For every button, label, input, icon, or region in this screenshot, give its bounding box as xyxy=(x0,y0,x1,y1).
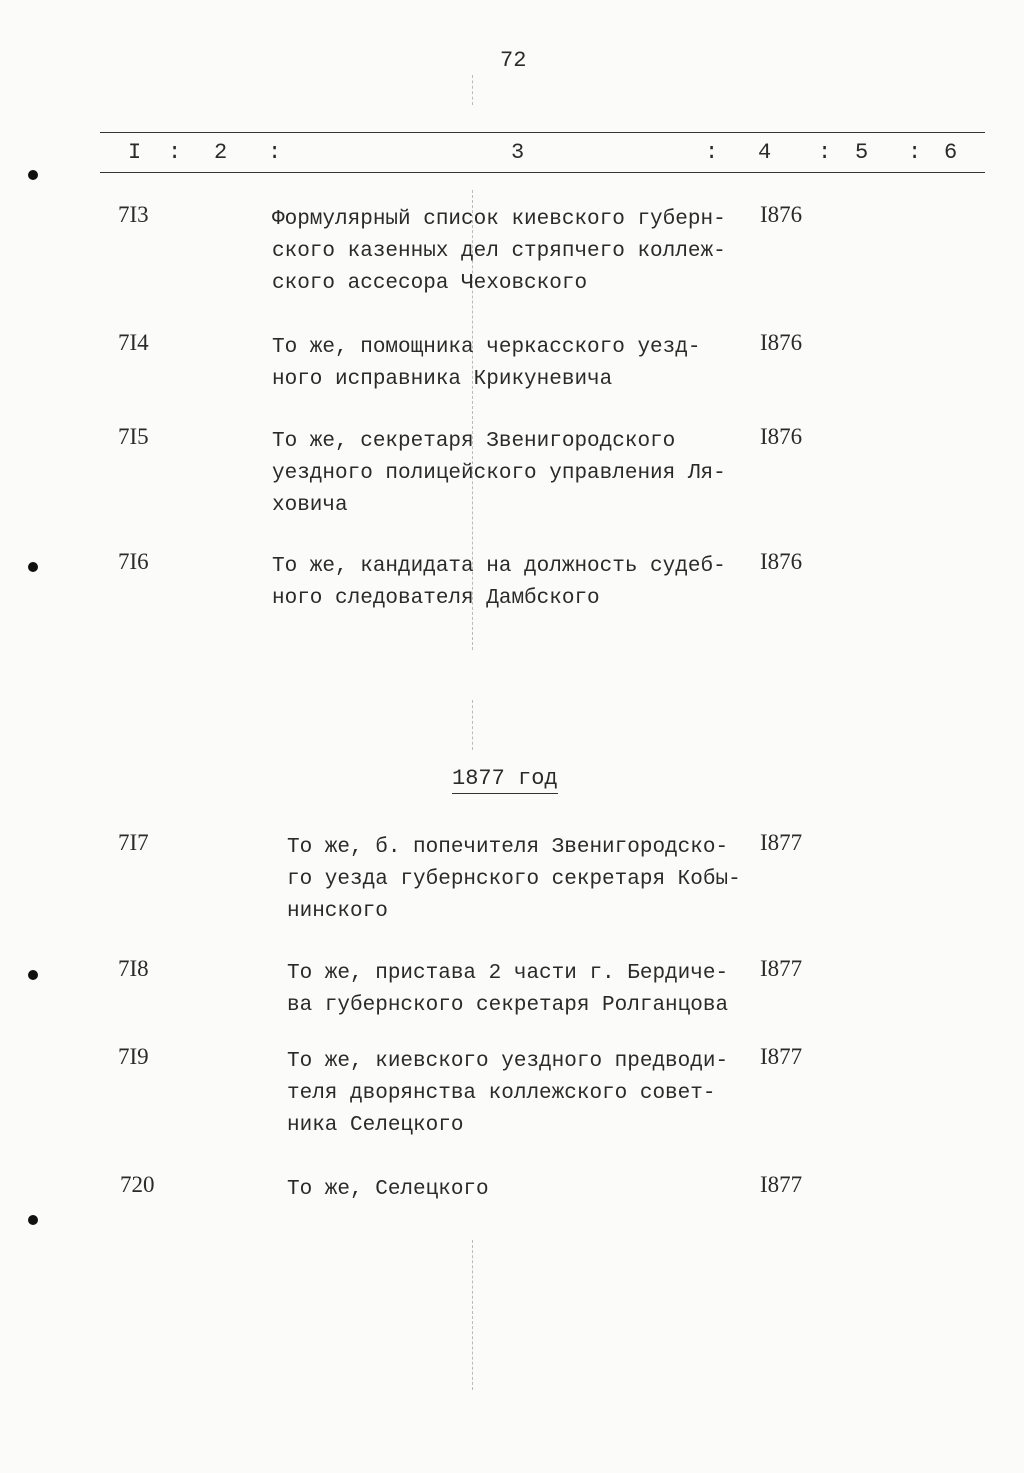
description-line: нинского xyxy=(287,900,388,923)
entry-number: 720 xyxy=(120,1172,155,1197)
description-line: То же, б. попечителя Звенигородско- xyxy=(287,836,729,859)
page-number: 72 xyxy=(500,48,527,73)
section-title-text: 1877 год xyxy=(452,766,558,794)
entry-year: I877 xyxy=(760,830,803,855)
fold-mark xyxy=(472,700,473,750)
entry-year: I876 xyxy=(760,549,803,574)
entry-description xyxy=(272,551,726,615)
punch-hole xyxy=(28,562,38,572)
header-bottom-rule xyxy=(100,172,985,173)
description-line: ва губернского секретаря Ролганцова xyxy=(287,994,729,1017)
entry-number: 7I9 xyxy=(118,1044,149,1069)
description-line: Формулярный список киевского губерн- xyxy=(272,208,726,231)
column-header-2: 2 xyxy=(214,140,228,165)
column-header-4: 4 xyxy=(758,140,772,165)
entry-description xyxy=(287,1174,489,1206)
entry-number: 7I6 xyxy=(118,549,149,574)
fold-mark xyxy=(472,75,473,105)
entry-description xyxy=(287,1046,728,1142)
entry-number: 7I5 xyxy=(118,424,149,449)
column-header-3: 3 xyxy=(511,140,525,165)
description-line: То же, помощника черкасского уезд- xyxy=(272,336,701,359)
description-line: го уезда губернского секретаря Кобы- xyxy=(287,868,741,891)
column-header-5: 5 xyxy=(855,140,869,165)
description-line: То же, пристава 2 части г. Бердиче- xyxy=(287,962,729,985)
punch-hole xyxy=(28,1215,38,1225)
column-separator: : xyxy=(705,140,719,165)
description-line: уездного полицейского управления Ля- xyxy=(272,462,726,485)
entry-number: 7I7 xyxy=(118,830,149,855)
description-line: ника Селецкого xyxy=(287,1114,464,1137)
description-line: То же, Селецкого xyxy=(287,1178,489,1201)
description-line: ского казенных дел стряпчего коллеж- xyxy=(272,240,726,263)
punch-hole xyxy=(28,170,38,180)
entry-year: I876 xyxy=(760,330,803,355)
column-header-1: I xyxy=(128,140,142,165)
section-title xyxy=(452,766,558,791)
entry-number: 7I3 xyxy=(118,202,149,227)
column-separator: : xyxy=(818,140,832,165)
column-separator: : xyxy=(168,140,182,165)
description-line: теля дворянства коллежского совет- xyxy=(287,1082,716,1105)
entry-year: I877 xyxy=(760,956,803,981)
fold-mark xyxy=(472,1240,473,1390)
description-line: То же, киевского уездного предводи- xyxy=(287,1050,729,1073)
punch-hole xyxy=(28,970,38,980)
entry-number: 7I4 xyxy=(118,330,149,355)
description-line: То же, секретаря Звенигородского xyxy=(272,430,676,453)
description-line: ного следователя Дамбского xyxy=(272,587,600,610)
entry-description xyxy=(287,832,741,928)
entry-year: I877 xyxy=(760,1044,803,1069)
entry-description xyxy=(272,332,700,396)
description-line: ного исправника Крикуневича xyxy=(272,368,613,391)
column-separator: : xyxy=(268,140,282,165)
header-top-rule xyxy=(100,132,985,133)
description-line: То же, кандидата на должность судеб- xyxy=(272,555,726,578)
column-separator: : xyxy=(908,140,922,165)
entry-description xyxy=(272,426,726,522)
entry-year: I876 xyxy=(760,202,803,227)
column-header-6: 6 xyxy=(944,140,958,165)
description-line: ского ассесора Чеховского xyxy=(272,272,588,295)
description-line: ховича xyxy=(272,494,348,517)
entry-number: 7I8 xyxy=(118,956,149,981)
entry-year: I876 xyxy=(760,424,803,449)
entry-description xyxy=(287,958,728,1022)
entry-description xyxy=(272,204,726,300)
entry-year: I877 xyxy=(760,1172,803,1197)
